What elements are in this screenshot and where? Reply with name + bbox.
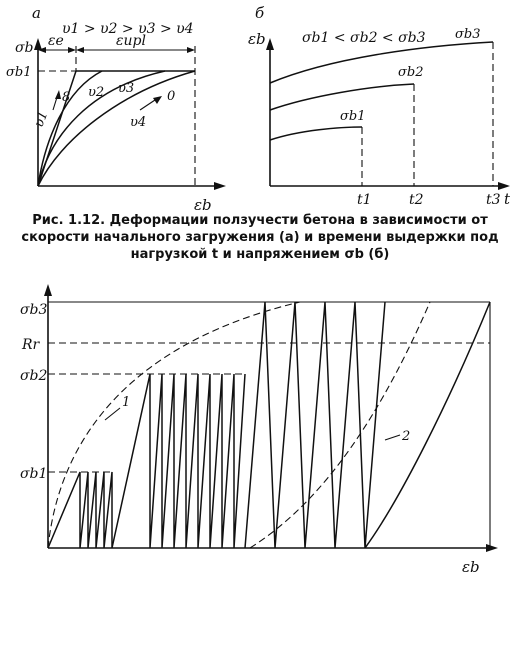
figure-a-stress-level: σb1	[6, 65, 32, 80]
level-sb1-label: σb1	[20, 466, 48, 482]
curve-sb2-label: σb2	[398, 65, 424, 80]
curve-sb1	[270, 127, 362, 140]
figure-a-x-label: εb	[194, 196, 212, 214]
marker-0: 0	[167, 89, 176, 104]
envelope-2-label: 2	[402, 429, 411, 444]
figure-c-y-arrow	[44, 284, 52, 296]
sawtooth-2	[112, 374, 245, 548]
figure-c-x-arrow	[486, 544, 498, 552]
figure-b-x-label: t	[504, 190, 511, 208]
figure-a	[0, 0, 260, 215]
figure-c	[0, 280, 520, 660]
figure-caption: Рис. 1.12. Деформации ползучести бетона в зависимости от скорости начального загружения (а) и времени выдержки под нагрузкой t и напряжением σb (б)	[21, 213, 499, 262]
figure-b-stress-order: σb1 < σb2 < σb3	[302, 30, 426, 46]
envelope-1-label: 1	[122, 395, 131, 410]
plastic-dim-arrow-left	[76, 47, 84, 53]
curve-sb1-label: σb1	[340, 109, 366, 124]
figure-a-y-label: σb	[15, 40, 34, 56]
figure-c-y-label: σb3	[20, 302, 48, 318]
figure-a-letter: а	[32, 4, 41, 22]
plastic-label: εupl	[116, 33, 146, 49]
cycles-level-3	[245, 302, 385, 548]
curve-v4-label: υ4	[130, 115, 147, 130]
figure-b-x-arrow	[498, 182, 510, 190]
figure-b-y-arrow	[266, 38, 274, 50]
curve-v3-label: υ3	[118, 81, 135, 96]
elastic-label: εe	[48, 33, 64, 49]
figure-b-y-label: εb	[248, 30, 266, 48]
cycles-level-1	[48, 472, 112, 548]
envelope-1-leader	[105, 408, 120, 420]
marker-8-arrowhead	[55, 90, 61, 99]
cycles-level-2	[112, 374, 245, 548]
figure-a-y-arrow	[34, 38, 42, 50]
curve-sb3-label: σb3	[455, 27, 481, 42]
figure-b-letter: б	[255, 4, 265, 22]
sawtooth-1	[48, 472, 112, 548]
elastic-dim-arrow-right	[68, 47, 76, 53]
tick-t3: t3	[486, 192, 501, 208]
figure-b	[250, 0, 520, 215]
curve-sb2	[270, 84, 414, 110]
figure-a-x-arrow	[214, 182, 226, 190]
curve-v2-label: υ2	[88, 85, 105, 100]
envelope-2-leader	[385, 435, 400, 440]
final-curve	[365, 302, 490, 548]
tick-t2: t2	[409, 192, 424, 208]
level-sb2-label: σb2	[20, 368, 48, 384]
figure-a-speed-order: υ1 > υ2 > υ3 > υ4	[62, 21, 194, 37]
plastic-dim-arrow-right	[187, 47, 195, 53]
sawtooth-3	[245, 302, 385, 548]
curve-v1-label: υ1	[31, 109, 52, 130]
curve-sb3	[270, 42, 493, 83]
level-Rr-label: Rr	[22, 337, 40, 353]
envelope-2	[250, 302, 430, 548]
marker-8: 8	[62, 90, 71, 105]
tick-t1: t1	[357, 192, 372, 208]
figure-c-x-label: εb	[462, 558, 480, 576]
marker-0-arrowhead	[153, 96, 162, 104]
